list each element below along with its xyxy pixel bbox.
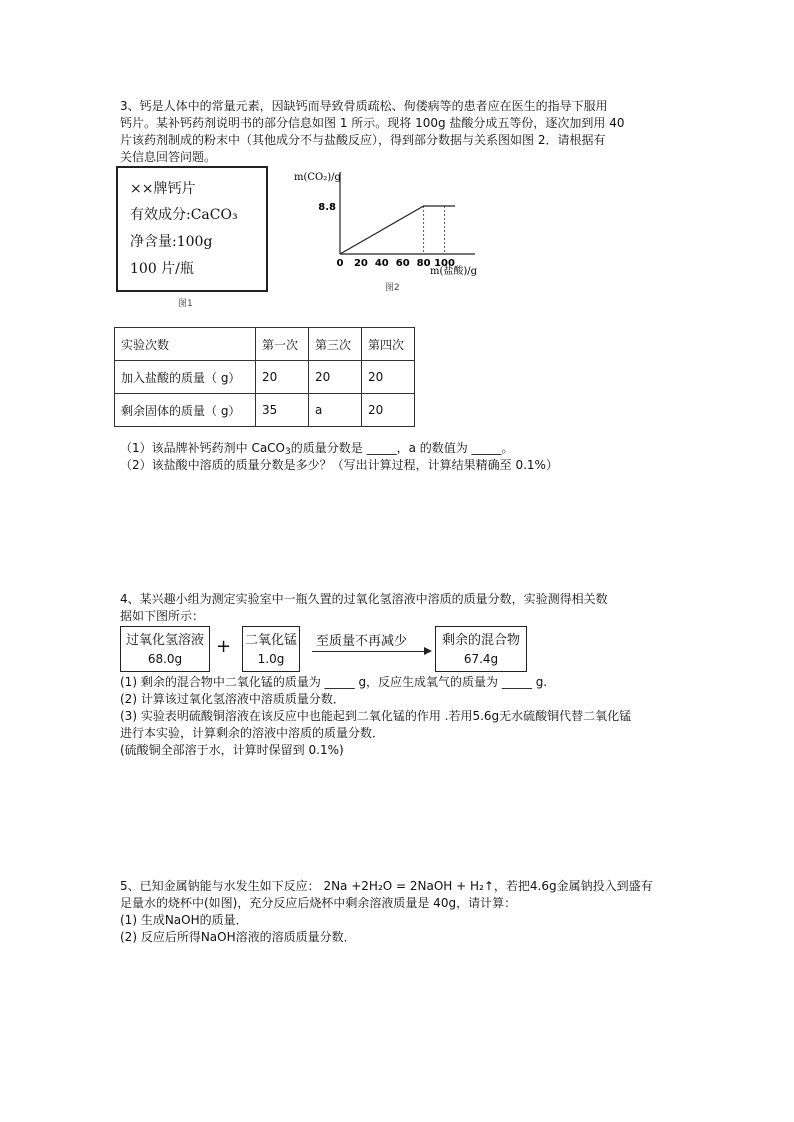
table-row: [115, 394, 415, 427]
x-tick-label: 20: [353, 258, 368, 269]
x-tick-label: 40: [374, 258, 389, 269]
table-header-cell: 第三次: [309, 328, 362, 361]
box-name: 剩余的混合物: [441, 633, 520, 648]
box-mass: 1.0g: [257, 652, 285, 666]
q3-sub1-pre: （1）该品牌补钙药剂中 CaCO: [120, 441, 286, 455]
q3-sub1-subscript: 3: [285, 447, 291, 457]
x-tick-label: 100: [434, 258, 455, 269]
box-name: 二氧化锰: [244, 633, 297, 648]
x-axis-label: m(盐酸)/g: [430, 266, 478, 277]
x-tick-label: 0: [336, 258, 344, 269]
x-tick-label: 80: [416, 258, 431, 269]
q3-text-line1: 3、钙是人体中的常量元素，因缺钙而导致骨质疏松、佝偻病等的患者应在医生的指导下服用: [120, 99, 608, 113]
fig2-caption: 图2: [385, 283, 400, 293]
table-cell: 20: [362, 361, 415, 394]
q3-text-line4: 关信息回答问题。: [120, 150, 217, 164]
q3-text-line3: 片该药剂制成的粉末中（其他成分不与盐酸反应），得到部分数据与关系图如图 2．请根据有: [120, 133, 606, 147]
q4-text-line2: 据如下图所示：: [120, 609, 205, 623]
co2-chart: [290, 166, 510, 296]
table-header-row: [115, 328, 415, 361]
q5-sub1: (1) 生成NaOH的质量．: [120, 913, 248, 927]
plus-sign: +: [216, 636, 232, 657]
box-name: 过氧化氢溶液: [125, 633, 204, 648]
y-axis-label: m(CO₂)/g: [294, 172, 341, 183]
label-net-content: 净含量:100g: [130, 234, 213, 250]
table-cell: a: [309, 394, 362, 427]
label-brand: ××牌钙片: [130, 181, 196, 197]
q4-sub1: (1) 剩余的混合物中二氧化锰的质量为 _____ g，反应生成氧气的质量为 _____ g.: [120, 675, 548, 689]
q4-text-line1: 4、某兴趣小组为测定实验室中一瓶久置的过氧化氢溶液中溶质的质量分数，实验测得相关数: [120, 592, 608, 606]
table-header-cell: 第一次: [256, 328, 309, 361]
hydrogen-peroxide-box: [120, 626, 210, 672]
q3-text-line2: 钙片。某补钙药剂说明书的部分信息如图 1 所示。现将 100g 盐酸分成五等份，逐次加到用 40: [120, 116, 625, 130]
x-tick-label: 60: [395, 258, 410, 269]
remaining-mixture-box: [435, 626, 527, 672]
label-ingredient: 有效成分:CaCO₃: [130, 207, 238, 223]
table-header-cell: 第四次: [362, 328, 415, 361]
table-cell: 20: [362, 394, 415, 427]
manganese-dioxide-box: [242, 626, 300, 672]
table-cell: 加入盐酸的质量（ g）: [115, 361, 256, 394]
series-line: [340, 206, 455, 254]
q5-text-line2: 足量水的烧杯中(如图)，充分反应后烧杯中剩余溶液质量是 40g，请计算：: [120, 896, 517, 910]
table-cell: 35: [256, 394, 309, 427]
q4-sub3-line2: 进行本实验，计算剩余的溶液中溶质的质量分数．: [120, 726, 385, 740]
q4-sub3-line1: (3) 实验表明硫酸铜溶液在该反应中也能起到二氧化锰的作用 .若用5.6g无水硫酸铜代替二氧化锰: [120, 709, 632, 723]
arrow-head-icon: [424, 647, 432, 655]
label-count: 100 片/瓶: [130, 261, 194, 277]
calcium-label-figure: [116, 166, 268, 292]
box-mass: 67.4g: [463, 652, 499, 666]
fig1-caption: 图1: [178, 299, 193, 309]
table-cell: 20: [309, 361, 362, 394]
table-cell: 剩余固体的质量（ g）: [115, 394, 256, 427]
table-row: [115, 361, 415, 394]
table-header-cell: 实验次数: [115, 328, 256, 361]
q4-sub2: (2) 计算该过氧化氢溶液中溶质质量分数．: [120, 692, 345, 706]
table-cell: 20: [256, 361, 309, 394]
box-mass: 68.0g: [147, 652, 183, 666]
y-tick-label: 8.8: [318, 202, 336, 213]
q5-sub2: (2) 反应后所得NaOH溶液的溶质质量分数．: [120, 930, 356, 944]
q3-sub1-post: 的质量分数是 _____，a 的数值为 _____。: [290, 441, 514, 455]
arrow-label: 至质量不再减少: [316, 634, 408, 649]
experiment-table: [114, 327, 415, 427]
reaction-arrow: [312, 651, 424, 652]
q3-sub2: （2）该盐酸中溶质的质量分数是多少？（写出计算过程，计算结果精确至 0.1%）: [120, 458, 558, 472]
q4-sub3-line3: (硫酸铜全部溶于水，计算时保留到 0.1%): [120, 743, 344, 757]
q5-text-line1: 5、已知金属钠能与水发生如下反应： 2Na +2H₂O = 2NaOH + H₂↑，若把4.6g金属钠投入到盛有: [120, 879, 653, 893]
